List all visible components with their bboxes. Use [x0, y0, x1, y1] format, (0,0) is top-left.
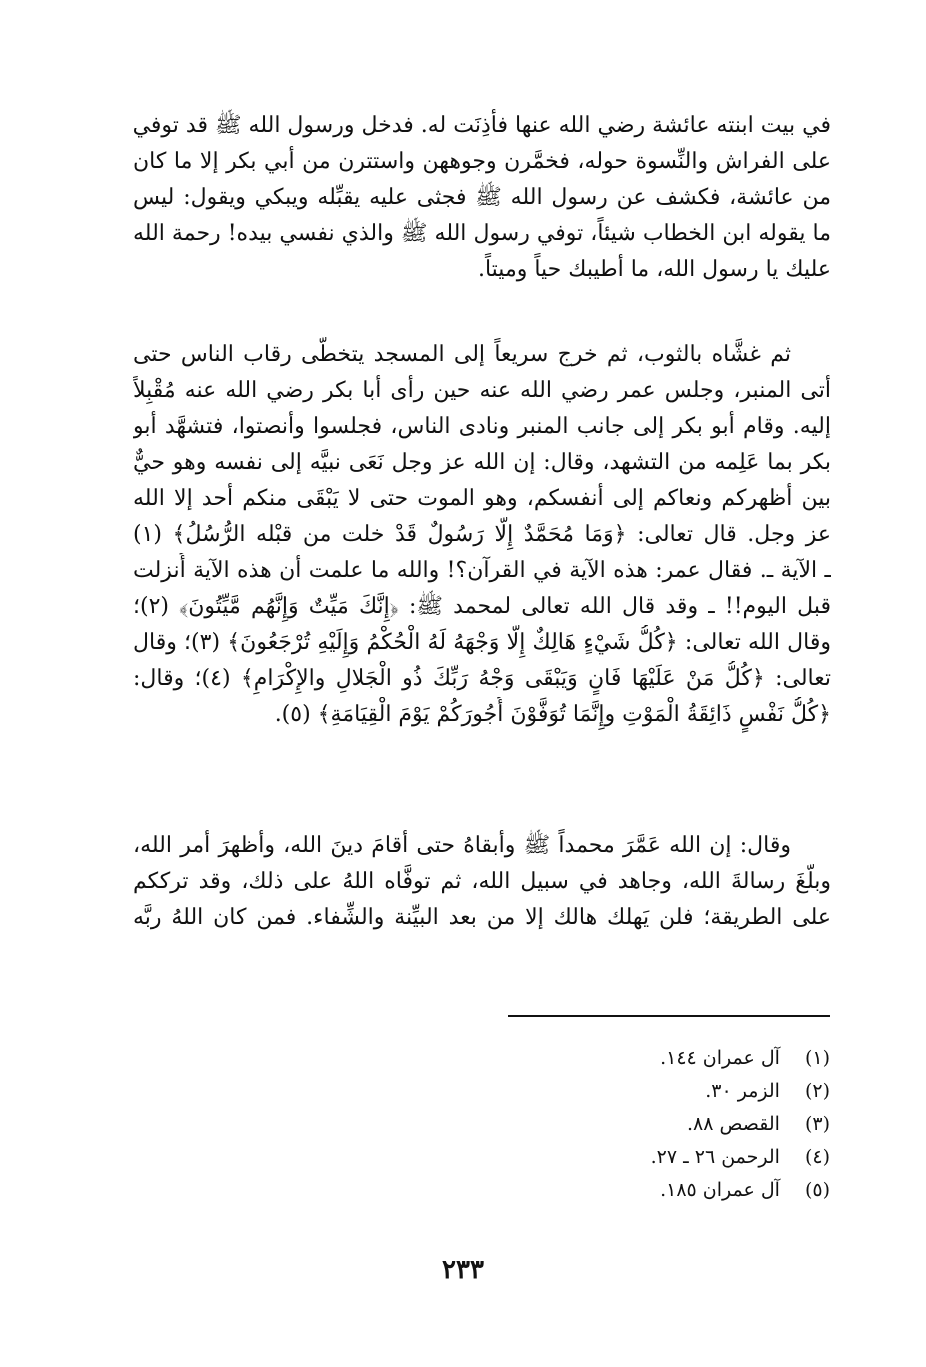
page-number: ٢٣٣ — [442, 1255, 484, 1285]
text-line: قبل اليوم!! ـ وقد قال الله تعالى لمحمد ﷺ: ﴿إِنَّكَ مَيِّتٌ وَإِنَّهُم مَّيِّتُونَ﴾ (٢)؛ — [133, 594, 831, 619]
text-line: في بيت ابنته عائشة رضي الله عنها فأذِنَت له. فدخل ورسول الله ﷺ قد توفي — [133, 113, 831, 138]
text-line: ما يقوله ابن الخطاب شيئاً، توفي رسول الله ﷺ والذي نفسي بيده! رحمة الله — [133, 221, 831, 246]
text-line: على الطريقة؛ فلن يَهلك هالك إلا من بعد البيِّنة والشِّفاء. فمن كان اللهُ ربَّه — [133, 905, 831, 930]
text-line: ـ الآية ـ. فقال عمر: هذه الآية في القرآن؟! والله ما علمت أن هذه الآية أُنزلت — [133, 558, 831, 583]
footnote-number: (١) — [804, 1047, 830, 1069]
footnote-separator — [508, 1015, 830, 1017]
text-line: إليه. وقام أبو بكر إلى جانب المنبر ونادى الناس، فجلسوا وأنصتوا، فتشهَّد أبو — [133, 414, 831, 439]
paragraph-1 — [133, 108, 831, 288]
footnotes — [500, 1042, 830, 1207]
footnote-text: القصص ٨٨. — [687, 1113, 780, 1135]
footnote-text: آل عمران ١٤٤. — [660, 1047, 780, 1069]
footnote-number: (٤) — [804, 1146, 830, 1168]
text-line: على الفراش والنِّسوة حوله، فخمَّرن وجوههن واستترن من أبي بكر إلا ما كان — [133, 149, 831, 174]
text-line: بكر بما عَلِمه من التشهد، وقال: إن الله عز وجل نَعَى نبيَّه إلى نفسه وهو حيٌّ — [133, 450, 831, 475]
text-line: ﴿كُلُّ نَفْسٍ ذَائِقَةُ الْمَوْتِ وإِنَّمَا تُوَفَّوْنَ أُجُورَكُمْ يَوْمَ الْقِيَامَةِ﴾ (٥). — [274, 702, 831, 727]
footnote — [500, 1141, 830, 1174]
footnote — [500, 1042, 830, 1075]
footnote — [500, 1075, 830, 1108]
text-line: عليك يا رسول الله، ما أطيبك حياً وميتاً. — [477, 257, 831, 282]
footnote-number: (٥) — [804, 1179, 830, 1201]
text-line: من عائشة، فكشف عن رسول الله ﷺ فجثى عليه يقبِّله ويبكي ويقول: ليس — [133, 185, 831, 210]
footnote-number: (٢) — [804, 1080, 830, 1102]
footnote — [500, 1108, 830, 1141]
text-line: بين أظهركم ونعاكم إلى أنفسكم، وهو الموت حتى لا يَبْقَى منكم أحد إلا الله — [133, 486, 831, 511]
text-line: وبلَّغَ رسالةَ الله، وجاهد في سبيل الله، ثم توفَّاه اللهُ على ذلك، وقد ترككم — [133, 869, 831, 894]
footnote-text: آل عمران ١٨٥. — [660, 1179, 780, 1201]
text-line: عز وجل. قال تعالى: ﴿وَمَا مُحَمَّدٌ إِلَّا رَسُولٌ قَدْ خلت من قبْله الرُّسُلُ﴾ (١) — [133, 522, 831, 547]
paragraph-3 — [133, 828, 831, 936]
text-line: وقال: إن الله عَمَّرَ محمداً ﷺ وأبقاهُ حتى أقامَ دينَ الله، وأظهرَ أمر الله، — [133, 833, 791, 858]
footnote — [500, 1174, 830, 1207]
footnote-text: الزمر ٣٠. — [705, 1080, 780, 1102]
text-line: أتى المنبر، وجلس عمر رضي الله عنه حين رأى أبا بكر رضي الله عنه مُقْبِلاً — [133, 378, 831, 403]
text-line: تعالى: ﴿كُلُّ مَنْ عَلَيْهَا فَانٍ وَيَبْقَى وَجْهُ رَبِّكَ ذُو الْجَلالِ والإِكْرَامِ﴾ (٤)؛ وقال: — [133, 666, 831, 691]
footnote-text: الرحمن ٢٦ ـ ٢٧. — [650, 1146, 780, 1168]
paragraph-2 — [133, 337, 831, 733]
text-line: ثم غشَّاه بالثوب، ثم خرج سريعاً إلى المسجد يتخطَّى رقاب الناس حتى — [133, 342, 791, 367]
text-line: وقال الله تعالى: ﴿كُلُّ شَيْءٍ هَالِكٌ إِلَّا وَجْهَهُ لَهُ الْحُكْمُ وَإِلَيْهِ تُرْجَعُونَ﴾ (٣)؛ وقال — [133, 630, 831, 655]
footnote-number: (٣) — [804, 1113, 830, 1135]
